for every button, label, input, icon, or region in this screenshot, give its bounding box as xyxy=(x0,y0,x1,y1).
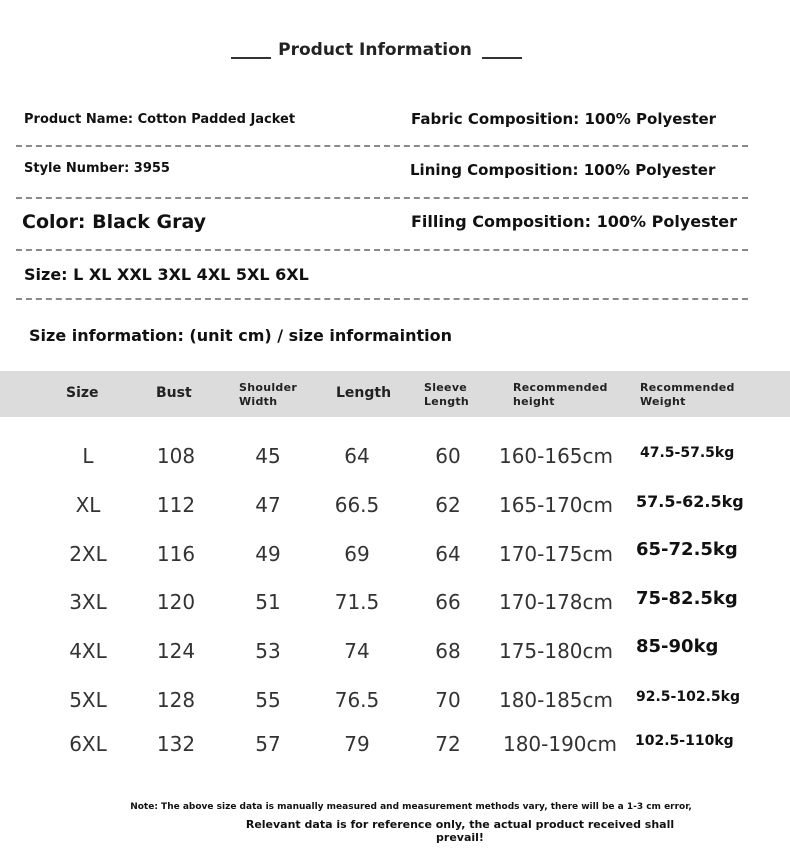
note-line-1: Note: The above size data is manually measured and measurement methods vary, there will be a 1-3 cm error, xyxy=(130,802,692,812)
cell-bust: 120 xyxy=(156,590,196,614)
cell-weight: 92.5-102.5kg xyxy=(636,689,740,705)
header-weight-line1: Recommended xyxy=(640,381,735,394)
cell-sleeve: 62 xyxy=(435,493,461,517)
size-info-label: Size information: (unit cm) / size informaintion xyxy=(29,326,452,345)
header-shoulder-line2: Width xyxy=(239,395,278,408)
note-line-2: Relevant data is for reference only, the actual product received shall xyxy=(245,818,675,831)
color: Color: Black Gray xyxy=(22,211,207,233)
header-sleeve-line1: Sleeve xyxy=(424,381,468,394)
header-sleeve-length xyxy=(424,381,469,409)
lining-composition: Lining Composition: 100% Polyester xyxy=(410,161,716,179)
header-height-line1: Recommended xyxy=(513,381,608,394)
cell-length: 69 xyxy=(344,542,370,566)
cell-size: 6XL xyxy=(69,732,107,756)
header-size: Size xyxy=(66,385,99,401)
cell-bust: 112 xyxy=(156,493,196,517)
cell-length: 66.5 xyxy=(334,493,380,517)
cell-weight: 47.5-57.5kg xyxy=(640,445,735,461)
cell-sleeve: 72 xyxy=(435,732,461,756)
title-row xyxy=(0,38,790,66)
cell-bust: 128 xyxy=(156,688,196,712)
header-length: Length xyxy=(336,385,392,401)
cell-sleeve: 68 xyxy=(435,639,461,663)
header-bust: Bust xyxy=(156,385,192,401)
header-shoulder-line1: Shoulder xyxy=(239,381,298,394)
divider-2 xyxy=(16,197,748,199)
cell-weight: 75-82.5kg xyxy=(636,588,738,609)
cell-height: 180-190cm xyxy=(502,732,618,756)
header-shoulder-width xyxy=(239,381,297,409)
cell-height: 175-180cm xyxy=(498,639,614,663)
cell-size: 4XL xyxy=(69,639,107,663)
cell-weight: 65-72.5kg xyxy=(636,539,738,560)
cell-shoulder: 57 xyxy=(255,732,281,756)
cell-shoulder: 51 xyxy=(255,590,281,614)
title-right-rule xyxy=(482,57,522,59)
cell-weight: 85-90kg xyxy=(636,636,719,657)
header-height-line2: height xyxy=(513,395,555,408)
cell-shoulder: 45 xyxy=(255,444,281,468)
header-recommended-weight xyxy=(640,381,735,409)
header-sleeve-line2: Length xyxy=(424,395,470,408)
cell-height: 170-178cm xyxy=(498,590,614,614)
cell-length: 71.5 xyxy=(334,590,380,614)
size-list: Size: L XL XXL 3XL 4XL 5XL 6XL xyxy=(24,265,309,284)
cell-sleeve: 66 xyxy=(435,590,461,614)
note-line-3: prevail! xyxy=(436,831,484,844)
cell-height: 165-170cm xyxy=(498,493,614,517)
cell-bust: 124 xyxy=(156,639,196,663)
cell-length: 79 xyxy=(344,732,370,756)
cell-size: XL xyxy=(75,493,101,517)
cell-height: 170-175cm xyxy=(498,542,614,566)
divider-1 xyxy=(16,145,748,147)
product-name: Product Name: Cotton Padded Jacket xyxy=(24,112,296,127)
size-table-header xyxy=(0,371,790,417)
cell-shoulder: 47 xyxy=(255,493,281,517)
header-recommended-height xyxy=(513,381,608,409)
cell-sleeve: 64 xyxy=(435,542,461,566)
divider-3 xyxy=(16,249,748,251)
header-weight-line2: Weight xyxy=(640,395,686,408)
filling-composition: Filling Composition: 100% Polyester xyxy=(411,212,738,231)
cell-shoulder: 53 xyxy=(255,639,281,663)
cell-sleeve: 70 xyxy=(435,688,461,712)
cell-bust: 108 xyxy=(156,444,196,468)
cell-size: 2XL xyxy=(69,542,107,566)
cell-bust: 116 xyxy=(156,542,196,566)
cell-shoulder: 49 xyxy=(255,542,281,566)
cell-shoulder: 55 xyxy=(255,688,281,712)
cell-bust: 132 xyxy=(156,732,196,756)
fabric-composition: Fabric Composition: 100% Polyester xyxy=(411,110,717,128)
cell-size: 3XL xyxy=(69,590,107,614)
cell-height: 180-185cm xyxy=(498,688,614,712)
cell-length: 76.5 xyxy=(334,688,380,712)
cell-height: 160-165cm xyxy=(498,444,614,468)
page-title: Product Information xyxy=(278,40,472,60)
cell-weight: 57.5-62.5kg xyxy=(636,492,744,511)
cell-size: 5XL xyxy=(69,688,107,712)
divider-4 xyxy=(16,298,748,300)
cell-size: L xyxy=(82,444,94,468)
cell-sleeve: 60 xyxy=(435,444,461,468)
cell-length: 74 xyxy=(344,639,370,663)
cell-weight: 102.5-110kg xyxy=(635,733,734,749)
style-number: Style Number: 3955 xyxy=(24,161,170,176)
cell-length: 64 xyxy=(344,444,370,468)
